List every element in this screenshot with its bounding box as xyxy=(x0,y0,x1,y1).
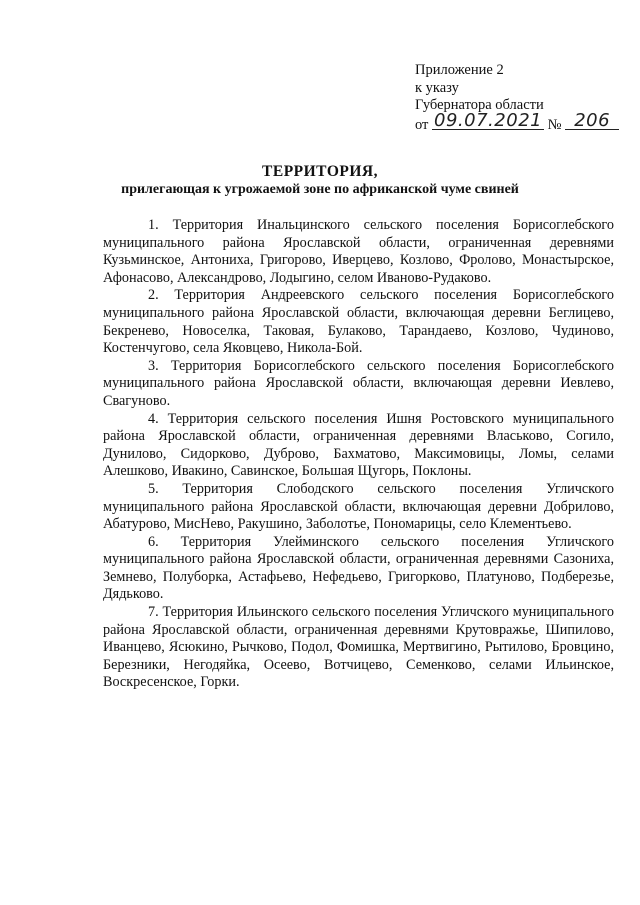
number-prefix: № xyxy=(547,116,562,133)
territory-paragraph-1: 1. Территория Инальцинского сельского поселения Борисоглебского муниципального района Ярославской области, ограниченная деревнями Кузьминское, Антониха, Григорово, Иверцево, Козлово, Фролово, Монастырское, Афонасово, Александрово, Лодыгино, селом Иваново-Рудаково. xyxy=(103,217,614,286)
document-body xyxy=(103,217,614,692)
territory-paragraph-3: 3. Территория Борисоглебского сельского поселения Борисоглебского муниципального района Ярославской области, включающая деревни Иевлево, Свагуново. xyxy=(103,357,614,409)
date-prefix: от xyxy=(415,116,429,133)
territory-paragraph-5: 5. Территория Слободского сельского поселения Угличского муниципального района Ярославской области, включающая деревни Добрилово, Абатурово, МисНево, Ракушино, Заболотье, Пономарицы, село Клементьево. xyxy=(103,480,614,533)
handwritten-date: 09.07.2021 xyxy=(434,109,543,131)
territory-paragraph-6: 6. Территория Улейминского сельского поселения Угличского муниципального района Ярославской области, ограниченная деревнями Сазониха, Земнево, Полуборка, Астафьево, Нефедьево, Григорково, Платуново, Подберезье, Дядьково. xyxy=(103,533,614,603)
appendix-title: Приложение 2 xyxy=(415,62,504,78)
document-title: ТЕРРИТОРИЯ, xyxy=(262,163,378,180)
appendix-date-row xyxy=(415,109,615,135)
territory-paragraph-4: 4. Территория сельского поселения Ишня Ростовского муниципального района Ярославской области, ограниченная деревнями Власьково, Согило, Дунилово, Сидорково, Дуброво, Бахматово, Максимовицы, Ломы, селами Алешково, Ивакино, Савинское, Большая Щугорь, Поклоны. xyxy=(103,410,614,480)
territory-paragraph-2: 2. Территория Андреевского сельского поселения Борисоглебского муниципального района Ярославской области, включающая деревни Беглицево, Бекренево, Новоселка, Таковая, Булаково, Тарандаево, Козлово, Чудиново, Костенчугово, села Яковцево, Никола-Бой. xyxy=(103,287,614,357)
appendix-block xyxy=(415,62,615,134)
appendix-governor-ref: Губернатора области xyxy=(415,97,544,113)
territory-paragraph-7: 7. Территория Ильинского сельского поселения Угличского муниципального района Ярославской области, ограниченная деревнями Крутовражье, Шипилово, Иванцево, Ясюкино, Рычково, Подол, Фомишка, Мертвигино, Рытилово, Бровцино, Березники, Негодяйка, Осеево, Вотчицево, Семенково, селами Ильинское, Воскресенское, Горки. xyxy=(103,604,614,691)
handwritten-number: 206 xyxy=(565,112,619,130)
document-subtitle: прилегающая к угрожаемой зоне по африканской чуме свиней xyxy=(121,182,519,197)
appendix-decree-ref: к указу xyxy=(415,79,459,96)
